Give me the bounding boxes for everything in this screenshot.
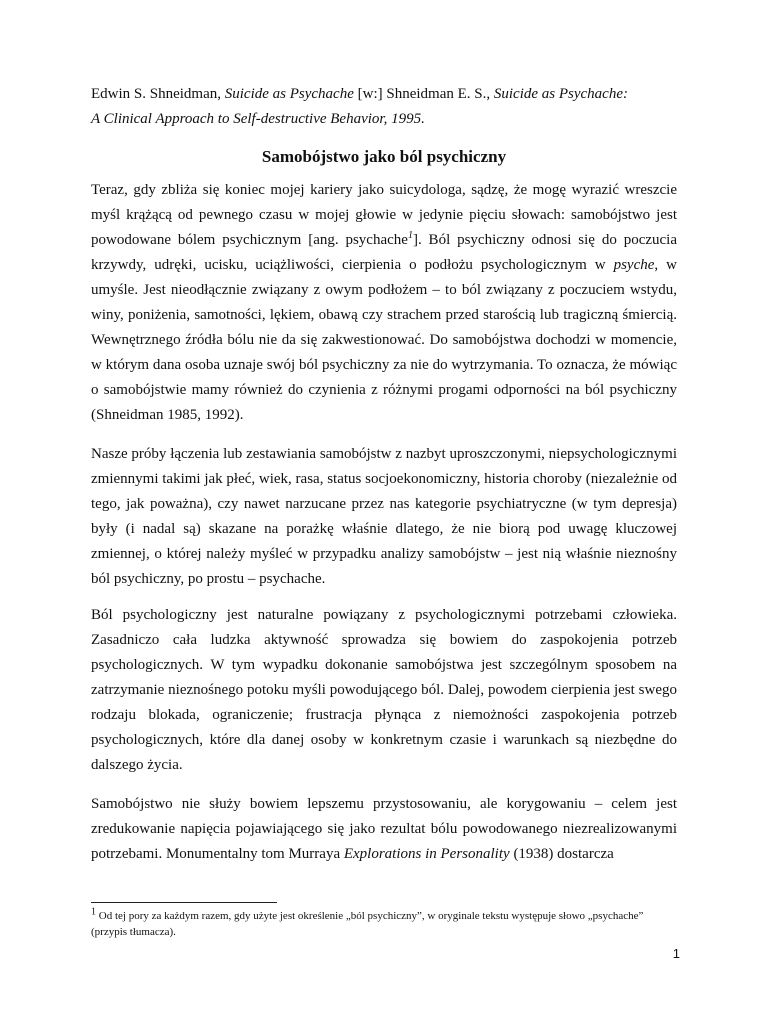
citation-book-title: Suicide as Psychache: bbox=[493, 86, 628, 102]
citation-author: Edwin S. Shneidman, bbox=[91, 86, 225, 102]
citation-in-marker: [w:] Shneidman E. S., bbox=[353, 86, 494, 102]
footnote-marker: 1 bbox=[91, 906, 96, 918]
footnote-text: Od tej pory za każdym razem, gdy użyte jest określenie „ból psychiczny”, w oryginale tekstu występuje słowo „psychache” (przypis tłumacza). bbox=[91, 910, 644, 938]
footnote-reference[interactable]: 1 bbox=[407, 230, 413, 241]
document-title: Samobójstwo jako ból psychiczny bbox=[261, 147, 507, 166]
source-citation bbox=[91, 82, 677, 132]
paragraph-4-text-b: (1938) dostarcza bbox=[509, 846, 614, 862]
paragraph-1 bbox=[91, 178, 677, 428]
psyche-term: psyche bbox=[613, 257, 655, 273]
page-number: 1 bbox=[672, 946, 680, 961]
paragraph-4-text-a: Samobójstwo nie służy bowiem lepszemu przystosowaniu, ale korygowaniu – celem jest zredukowanie napięcia pojawiającego się jako rezultat bólu powodowanego niezrealizowanymi potrzebami. Monumentalny tom Murraya bbox=[91, 796, 677, 862]
paragraph-2: Nasze próby łączenia lub zestawiania samobójstw z nazbyt uproszczonymi, niepsychologicznymi zmiennymi takimi jak płeć, wiek, rasa, status socjoekonomiczny, historia choroby (niezależnie od tego, jak poważna), czy nawet narzucane przez nas kategorie psychiatryczne (w tym depresja) były (i nadal są) skazane na porażkę właśnie dlatego, że nie biorą pod uwagę kluczowej zmiennej, o której należy myśleć w przypadku analizy samobójstw – jest nią właśnie nieznośny ból psychiczny, po prostu – psychache. bbox=[91, 446, 677, 587]
paragraph-1-text-b: ]. Ból psychiczny odnosi się do poczucia krzywdy, udręki, ucisku, uciążliwości, cierpienia o podłożu psychologicznym w bbox=[91, 232, 677, 273]
paragraph-1-text-a: Teraz, gdy zbliża się koniec mojej kariery jako suicydologa, sądzę, że mogę wyrazić wreszcie myśl krążącą od pewnego czasu w mojej głowie w jedynie pięciu słowach: samobójstwo jest powodowane bólem psychicznym [ang. psychache bbox=[91, 182, 677, 248]
citation-work-title: Suicide as Psychache bbox=[224, 86, 354, 102]
book-title-explorations: Explorations in Personality bbox=[343, 846, 510, 862]
paragraph-4 bbox=[91, 792, 677, 867]
paragraph-1-text-c: , w umyśle. Jest nieodłącznie związany z owym podłożem – to ból związany z poczuciem wstydu, winy, poniżenia, samotności, lękiem, obawą czy strachem przed starością lub tragiczną śmiercią. Wewnętrznego źródła bólu nie da się zakwestionować. Do samobójstwa dochodzi w momencie, w którym dana osoba uznaje swój ból psychiczny za nie do wytrzymania. To oznacza, że mówiąc o samobójstwie mamy również do czynienia z różnymi progami odporności na ból psychiczny (Shneidman 1985, 1992). bbox=[91, 257, 677, 423]
footnote bbox=[91, 908, 677, 940]
footnote-divider bbox=[91, 902, 277, 903]
paragraph-3: Ból psychologiczny jest naturalne powiązany z psychologicznymi potrzebami człowieka. Zasadniczo cała ludzka aktywność sprowadza się bowiem do zaspokojenia potrzeb psychologicznych. W tym wypadku dokonanie samobójstwa jest szczególnym sposobem na zatrzymanie nieznośnego potoku myśli powodującego ból. Dalej, powodem cierpienia jest swego rodzaju blokada, ograniczenie; frustracja płynąca z niemożności zaspokojenia potrzeb psychologicznych, które dla danej osoby w konkretnym czasie i warunkach są niezbędne do dalszego życia. bbox=[91, 607, 677, 773]
citation-book-subtitle: A Clinical Approach to Self-destructive Behavior, 1995. bbox=[91, 111, 425, 127]
